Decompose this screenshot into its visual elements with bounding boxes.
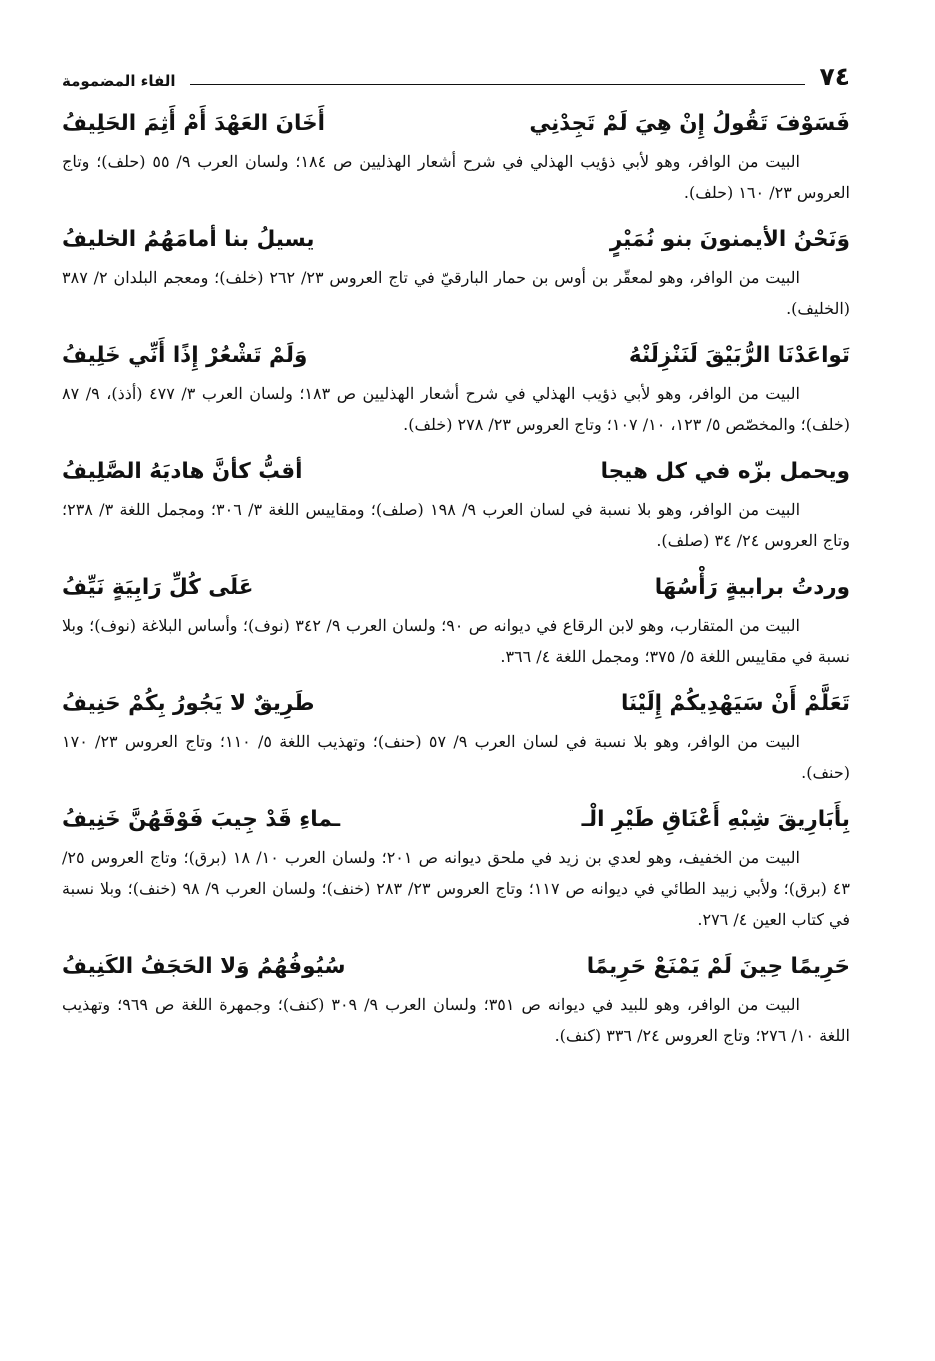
verse-first-hemistich: بِأَبَارِيقَ شِبْهِ أَعْنَاقِ طَيْرِ الْـ (581, 807, 850, 832)
verse-entry (62, 450, 850, 556)
verse-commentary: البيت من الوافر، وهو بلا نسبة في لسان العرب ٩/ ٥٧ (حنف)؛ وتهذيب اللغة ٥/ ١١٠؛ وتاج العروس ٢٣/ ١٧٠ (حنف). (62, 732, 850, 782)
verse-line (62, 798, 850, 842)
verse-line (62, 450, 850, 494)
section-title: الفاء المضمومة (62, 72, 176, 90)
verse-second-hemistich: وَلَمْ تَشْعُرْ إِذًا أَنِّي خَلِيفُ (62, 343, 308, 368)
verse-commentary: البيت من الوافر، وهو لأبي ذؤيب الهذلي في شرح أشعار الهذليين ص ١٨٣؛ ولسان العرب ٣/ ٤٧٧ (أذذ)، ٩/ ٨٧ (خلف)؛ والمخصّص ٥/ ١٢٣، ١٠/ ١٠٧؛ وتاج العروس ٢٣/ ٢٧٨ (خلف). (62, 384, 850, 434)
verse-commentary: البيت من الوافر، وهو لمعقّر بن أوس بن حمار البارقيّ في تاج العروس ٢٣/ ٢٦٢ (خلف)؛ ومعجم البلدان ٢/ ٣٨٧ (الخليف). (62, 268, 850, 318)
verse-commentary: البيت من المتقارب، وهو لابن الرقاع في ديوانه ص ٩٠؛ ولسان العرب ٩/ ٣٤٢ (نوف)؛ وأساس البلاغة (نوف)؛ وبلا نسبة في مقاييس اللغة ٥/ ٣٧٥؛ ومجمل اللغة ٤/ ٣٦٦. (62, 616, 850, 666)
verse-first-hemistich: وردتُ برابيةٍ رَأْسُهَا (654, 575, 850, 600)
verse-line (62, 102, 850, 146)
verse-entry (62, 945, 850, 1051)
verse-commentary: البيت من الوافر، وهو للبيد في ديوانه ص ٣٥١؛ ولسان العرب ٩/ ٣٠٩ (كنف)؛ وجمهرة اللغة ص ٩٦٩؛ وتهذيب اللغة ١٠/ ٢٧٦؛ وتاج العروس ٢٤/ ٣٣٦ (كنف). (62, 995, 850, 1045)
verse-second-hemistich: طَرِيقٌ لا يَجُورُ بِكُمْ حَنِيفُ (62, 691, 315, 716)
page-number: ٧٤ (819, 62, 850, 91)
verse-entries (62, 102, 850, 1051)
verse-entry (62, 334, 850, 440)
verse-line (62, 945, 850, 989)
book-page (62, 56, 850, 1316)
verse-first-hemistich: تَواعَدْنَا الرُّبَيْقَ لَنَنْزِلَنْهُ (628, 343, 850, 368)
header-rule (190, 84, 806, 85)
verse-second-hemistich: يسيلُ بنا أمامَهُمُ الخليفُ (62, 227, 315, 252)
verse-line (62, 566, 850, 610)
verse-commentary: البيت من الخفيف، وهو لعدي بن زيد في ملحق ديوانه ص ٢٠١؛ ولسان العرب ١٠/ ١٨ (برق)؛ وتاج العروس ٢٥/ ٤٣ (برق)؛ ولأبي زبيد الطائي في ديوانه ص ١١٧؛ وتاج العروس ٢٣/ ٢٨٣ (خنف)؛ ولسان العرب ٩/ ٩٨ (خنف)؛ وبلا نسبة في كتاب العين ٤/ ٢٧٦. (62, 848, 850, 929)
verse-first-hemistich: ويحمل بزّه في كل هيجا (600, 459, 850, 484)
verse-commentary: البيت من الوافر، وهو بلا نسبة في لسان العرب ٩/ ١٩٨ (صلف)؛ ومقاييس اللغة ٣/ ٣٠٦؛ ومجمل اللغة ٣/ ٢٣٨؛ وتاج العروس ٢٤/ ٣٤ (صلف). (62, 500, 850, 550)
verse-entry (62, 218, 850, 324)
verse-commentary: البيت من الوافر، وهو لأبي ذؤيب الهذلي في شرح أشعار الهذليين ص ١٨٤؛ ولسان العرب ٩/ ٥٥ (حلف)؛ وتاج العروس ٢٣/ ١٦٠ (حلف). (62, 152, 850, 202)
verse-line (62, 334, 850, 378)
verse-second-hemistich: أقبُّ كأنَّ هاديَهُ الصَّلِيفُ (62, 459, 303, 484)
running-head (62, 56, 850, 90)
verse-first-hemistich: وَنَحْنُ الأيمنونَ بنو نُمَيْرٍ (609, 227, 850, 252)
verse-second-hemistich: ـماءِ قَدْ جِيبَ فَوْقَهُنَّ خَنِيفُ (62, 807, 341, 832)
verse-entry (62, 102, 850, 208)
verse-first-hemistich: تَعَلَّمْ أَنْ سَيَهْدِيكُمْ إِلَيْنَا (620, 691, 850, 716)
verse-second-hemistich: سُيُوفُهُمُ وَلا الحَجَفُ الكَنِيفُ (62, 954, 346, 979)
verse-second-hemistich: عَلَى كُلِّ رَابِيَةٍ نَيِّفُ (62, 575, 254, 600)
verse-line (62, 218, 850, 262)
verse-entry (62, 798, 850, 935)
verse-first-hemistich: فَسَوْفَ تَقُولُ إِنْ هِيَ لَمْ تَجِدْنِي (529, 111, 850, 136)
verse-entry (62, 682, 850, 788)
verse-first-hemistich: حَرِيمًا حِينَ لَمْ يَمْنَعْ حَرِيمًا (586, 954, 850, 979)
verse-line (62, 682, 850, 726)
verse-entry (62, 566, 850, 672)
verse-second-hemistich: أَخَانَ العَهْدَ أَمْ أَثِمَ الحَلِيفُ (62, 111, 325, 136)
